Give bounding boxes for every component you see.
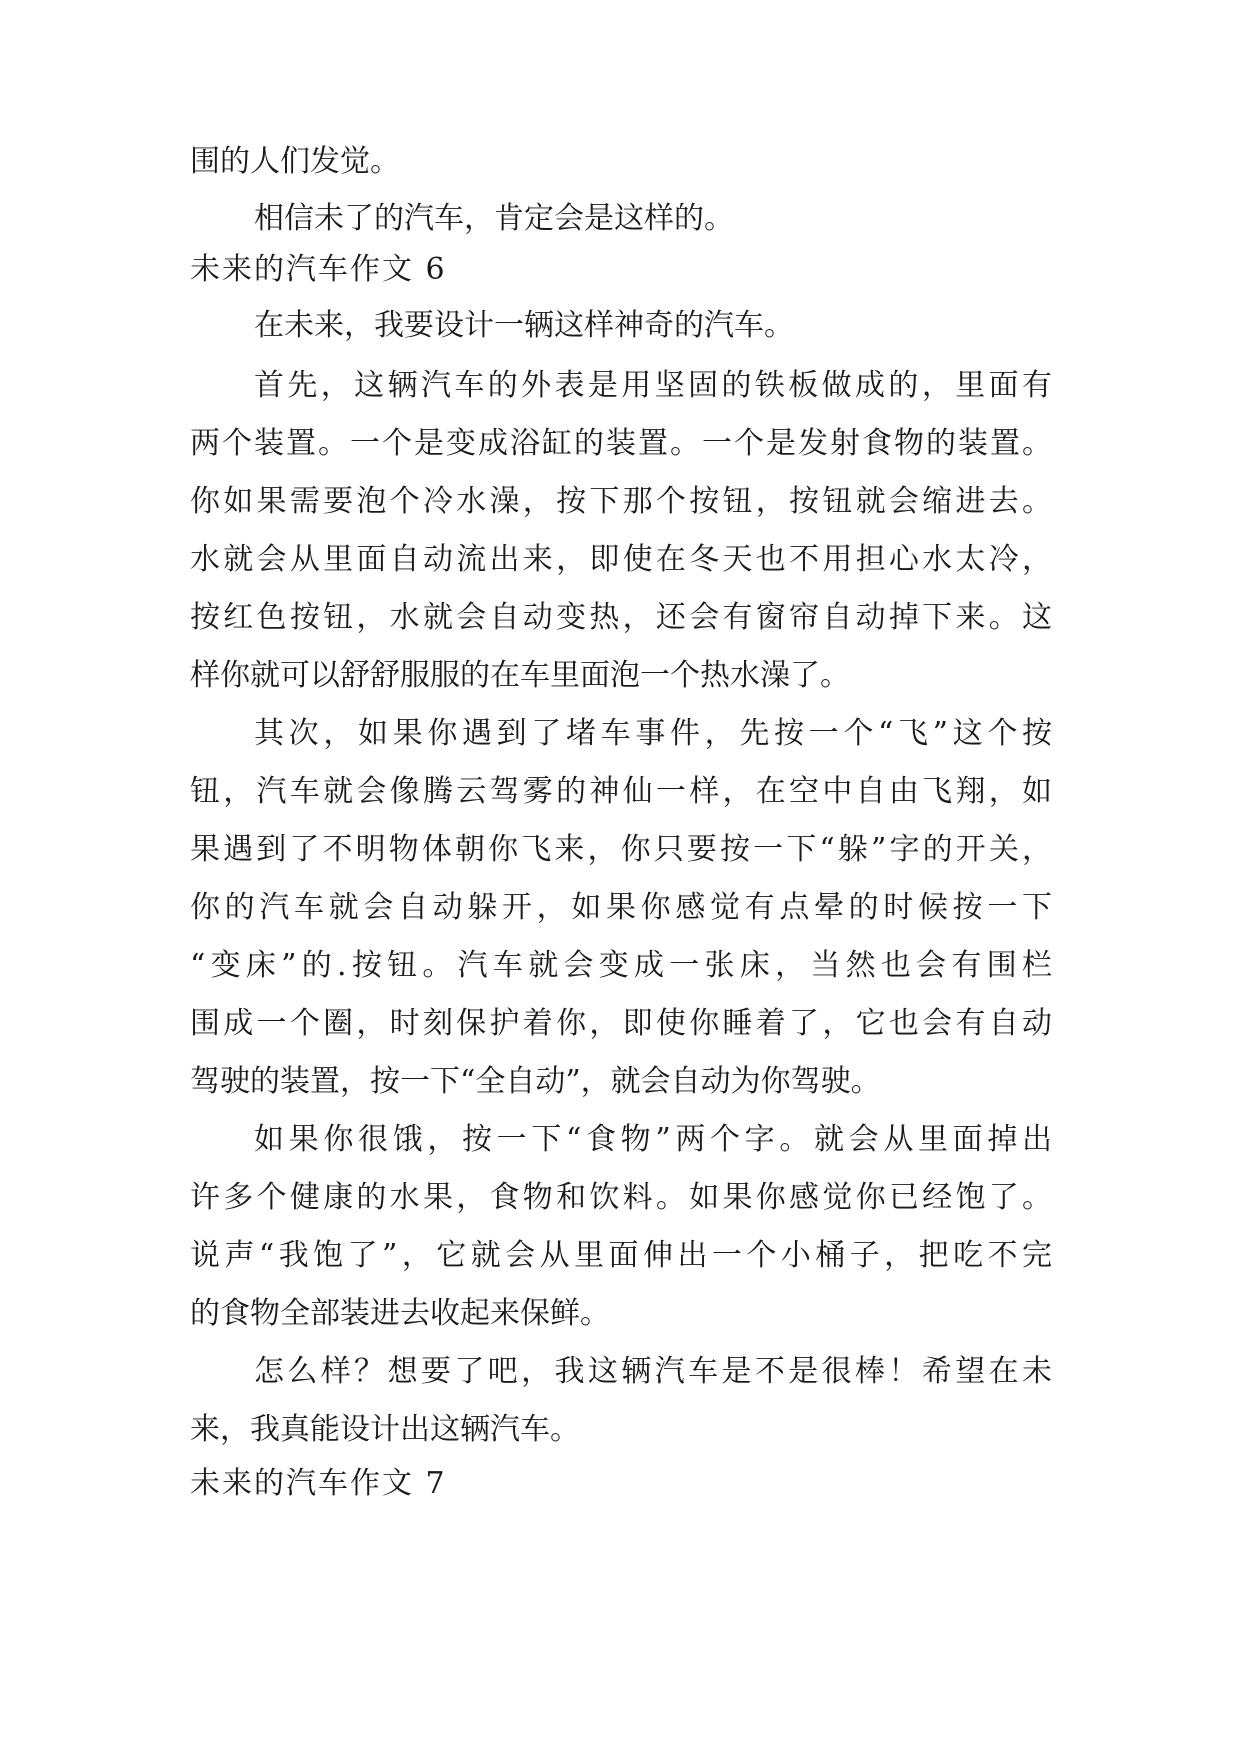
paragraph-line: 的食物全部装进去收起来保鲜。 bbox=[190, 1296, 610, 1331]
paragraph-line: 怎么样？想要了吧，我这辆汽车是不是很棒！希望在未 bbox=[254, 1354, 1052, 1389]
paragraph-line: 说声“我饱了”，它就会从里面伸出一个小桶子，把吃不完 bbox=[190, 1238, 1052, 1273]
paragraph-line: 钮，汽车就会像腾云驾雾的神仙一样，在空中自由飞翔，如 bbox=[190, 774, 1052, 809]
section-heading: 未来的汽车作文 7 bbox=[190, 1466, 447, 1501]
paragraph-line: 按红色按钮，水就会自动变热，还会有窗帘自动掉下来。这 bbox=[190, 600, 1052, 635]
paragraph-line: “变床”的.按钮。汽车就会变成一张床，当然也会有围栏 bbox=[190, 948, 1052, 983]
paragraph-line: 驾驶的装置，按一下“全自动”，就会自动为你驾驶。 bbox=[190, 1064, 881, 1099]
paragraph-line: 围成一个圈，时刻保护着你，即使你睡着了，它也会有自动 bbox=[190, 1006, 1052, 1041]
paragraph-line: 围的人们发觉。 bbox=[190, 144, 400, 179]
paragraph-line: 你如果需要泡个冷水澡，按下那个按钮，按钮就会缩进去。 bbox=[190, 484, 1052, 519]
paragraph-line: 你的汽车就会自动躲开，如果你感觉有点晕的时候按一下 bbox=[190, 890, 1052, 925]
paragraph-line: 来，我真能设计出这辆汽车。 bbox=[190, 1412, 580, 1447]
paragraph-line: 样你就可以舒舒服服的在车里面泡一个热水澡了。 bbox=[190, 658, 850, 693]
paragraph-line: 首先，这辆汽车的外表是用坚固的铁板做成的，里面有 bbox=[254, 368, 1052, 403]
paragraph-line: 两个装置。一个是变成浴缸的装置。一个是发射食物的装置。 bbox=[190, 426, 1052, 461]
paragraph-line: 果遇到了不明物体朝你飞来，你只要按一下“躲”字的开关， bbox=[190, 832, 1052, 867]
paragraph-line: 在未来，我要设计一辆这样神奇的汽车。 bbox=[254, 308, 794, 343]
paragraph-line: 其次，如果你遇到了堵车事件，先按一个“飞”这个按 bbox=[254, 716, 1052, 751]
paragraph-line: 相信未了的汽车，肯定会是这样的。 bbox=[254, 201, 734, 236]
section-heading: 未来的汽车作文 6 bbox=[190, 252, 447, 287]
paragraph-line: 许多个健康的水果，食物和饮料。如果你感觉你已经饱了。 bbox=[190, 1180, 1052, 1215]
paragraph-line: 如果你很饿，按一下“食物”两个字。就会从里面掉出 bbox=[254, 1122, 1052, 1157]
paragraph-line: 水就会从里面自动流出来，即使在冬天也不用担心水太冷， bbox=[190, 542, 1052, 577]
